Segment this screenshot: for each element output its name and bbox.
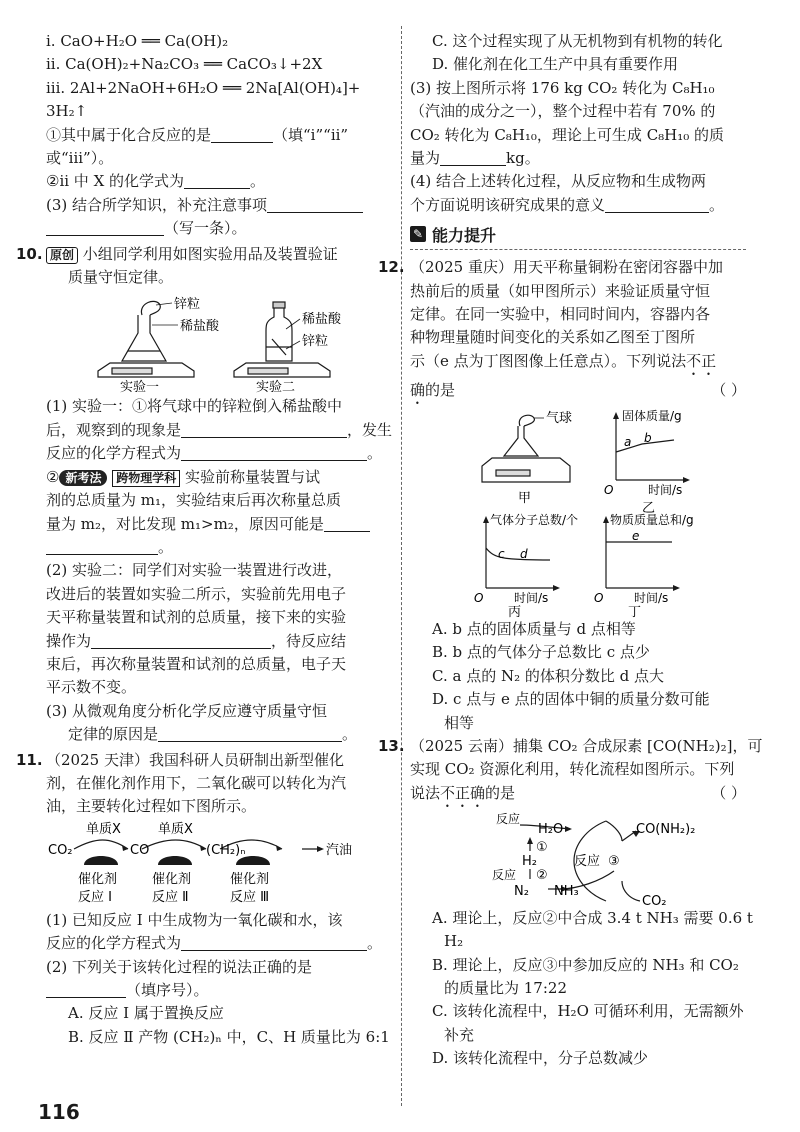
q11-option-d: D. 催化剂在化工生产中具有重要作用 (432, 55, 679, 74)
ding-origin: O (594, 590, 604, 605)
answer-blank[interactable] (181, 445, 367, 461)
label-circle-2: ② (536, 867, 548, 883)
q12-option-c: C. a 点的 N₂ 的体积分数比 d 点大 (432, 666, 665, 685)
label-reaction-mid: 反应 (574, 853, 601, 869)
q11-p2b: （填序号）。 (46, 979, 394, 1002)
q9-sub3: (3) 结合所学知识，补充注意事项 (46, 194, 394, 217)
answer-blank[interactable] (211, 127, 273, 143)
label-reaction-3: 反应 Ⅲ (230, 889, 270, 905)
section-header (410, 219, 746, 250)
column-divider (401, 26, 402, 1106)
q11-figure (46, 819, 394, 909)
q11-option-c: C. 这个过程实现了从无机物到有机物的转化 (432, 32, 723, 50)
q11-option-a: A. 反应 Ⅰ 属于置换反应 (68, 1004, 224, 1023)
q13-option-c: C. 该转化流程中，H₂O 可循环利用，无需额外 (432, 1002, 744, 1021)
q11-p4b: 个方面说明该研究成果的意义 。 (410, 195, 725, 214)
q11-p1a: (1) 已知反应 Ⅰ 中生成物为一氧化碳和水，该 (46, 910, 343, 929)
q10-p3f: 平示数不变。 (46, 678, 137, 697)
bing-point-d: d (520, 546, 528, 561)
q10-p1b: 后，观察到的现象是 ，发生 (46, 420, 393, 439)
q11-stem3: 油，主要转化过程如下图所示。 (46, 797, 257, 816)
q12-stem: 12. （2025 重庆）用天平称量铜粉在密闭容器中加 (378, 258, 723, 277)
q13-option-a-cont: H₂ (444, 932, 464, 951)
q12-stem5: 示（e 点为丁图图像上任意点）。下列说法不正 (410, 351, 717, 370)
q10-stem-cont: 质量守恒定律。 (68, 268, 174, 287)
label-element-x-1: 单质X (86, 821, 121, 837)
yi-xlabel: 时间/s (648, 482, 683, 497)
q12-figure (410, 408, 746, 618)
q10-p4b: 定律的原因是 。 (68, 725, 358, 744)
yi-point-a: a (624, 434, 632, 449)
label-zinc-1: 锌粒 (174, 297, 201, 313)
label-gasoline: 汽油 (326, 842, 353, 858)
answer-blank[interactable] (267, 197, 363, 213)
q9-sub2: ②ii 中 X 的化学式为 。 (46, 172, 266, 191)
q12-stem4: 种物理量随时间变化的关系如乙图至丁图所 (410, 328, 696, 347)
label-reaction-1: 反应 (496, 811, 521, 826)
answer-blank[interactable] (46, 220, 164, 236)
label-reaction-2: 反应 (492, 867, 517, 882)
label-catalyst-1: 催化剂 (78, 871, 118, 887)
bing-point-c: c (498, 546, 505, 561)
q13-option-c-cont: 补充 (444, 1025, 475, 1044)
answer-paren[interactable]: （ ） (711, 380, 746, 399)
label-urea: CO(NH₂)₂ (636, 821, 696, 837)
q12-stem2: 热前后的质量（如甲图所示）来验证质量守恒 (410, 281, 711, 300)
left-column (16, 30, 394, 1049)
answer-blank[interactable] (605, 197, 709, 213)
answer-blank[interactable] (184, 173, 250, 189)
label-acid-2: 稀盐酸 (302, 312, 342, 328)
q10-p3e: 束后，再次称量装置和试剂的总质量，电子天 (46, 654, 347, 673)
equation-iii-cont: 3H₂↑ (46, 102, 88, 121)
pencil-icon: ✎ (410, 226, 426, 242)
q11-stem2: 剂，在催化剂作用下，二氧化碳可以转化为汽 (46, 773, 347, 792)
q12-stem6: 确的是 （ ） (410, 379, 746, 408)
caption-bing: 丙 (508, 604, 522, 618)
q10-p3b: 改进后的装置如实验二所示，实验前先用电子 (46, 584, 347, 603)
answer-blank[interactable] (46, 539, 158, 555)
q9-sub3-cont: （写一条）。 (46, 217, 394, 240)
label-h2: H₂ (522, 853, 537, 869)
label-n2: N₂ (514, 883, 529, 899)
q10-p3c: 天平称量装置和试剂的总质量，接下来的实验 (46, 608, 347, 627)
q10-p2c: 量为 m₂，对比发现 m₁>m₂，原因可能是 (46, 513, 394, 536)
yi-ylabel: 固体质量/g (622, 408, 682, 423)
answer-blank[interactable] (46, 982, 126, 998)
label-circle-3: ③ (608, 853, 620, 869)
label-balloon: 气球 (546, 410, 573, 426)
label-zinc-2: 锌粒 (302, 334, 329, 350)
q10-figure (46, 289, 394, 395)
answer-blank[interactable] (158, 726, 342, 742)
q11-p2a: (2) 下列关于该转化过程的说法正确的是 (46, 957, 313, 976)
caption-ding: 丁 (628, 604, 642, 618)
original-tag: 原创 (46, 247, 78, 264)
caption-jia: 甲 (518, 490, 532, 506)
page-number: 116 (38, 1100, 80, 1124)
answer-blank[interactable] (440, 150, 506, 166)
bing-ylabel: 气体分子总数/个 (490, 512, 579, 527)
yi-point-b: b (644, 430, 652, 445)
q11-p3b: （汽油的成分之一），整个过程中若有 70% 的 (410, 102, 716, 121)
new-method-tag: 新考法 (59, 470, 107, 486)
q11-stem: 11. （2025 天津）我国科研人员研制出新型催化 (16, 750, 344, 769)
q10-p3a: (2) 实验二：同学们对实验一装置进行改进， (46, 561, 343, 580)
q9-sub1-cont: 或“iii”）。 (46, 149, 114, 168)
q12-option-d: D. c 点与 e 点的固体中铜的质量分数可能 (432, 690, 710, 709)
q10-p4a: (3) 从微观角度分析化学反应遵守质量守恒 (46, 701, 328, 720)
q11-p3a: (3) 按上图所示将 176 kg CO₂ 转化为 C₈H₁₀ (410, 78, 715, 97)
label-ch2n: (CH₂)ₙ (206, 842, 246, 858)
q10-p1a: (1) 实验一：①将气球中的锌粒倒入稀盐酸中 (46, 397, 343, 416)
q10-p3d: 操作为 ，待反应结 (46, 631, 347, 650)
q13-figure (410, 811, 746, 907)
answer-paren[interactable]: （ ） (711, 783, 746, 802)
label-h2o: H₂O (538, 821, 564, 837)
label-co2: CO₂ (642, 893, 667, 907)
caption-exp2: 实验二 (256, 380, 296, 396)
q11-p4a: (4) 结合上述转化过程，从反应物和生成物两 (410, 172, 707, 191)
bing-xlabel: 时间/s (514, 590, 549, 605)
q13-stem2: 实现 CO₂ 资源化利用，转化流程如图所示。下列 (410, 760, 735, 779)
q10-p2d: 。 (46, 536, 394, 559)
answer-blank[interactable] (181, 935, 367, 951)
answer-blank[interactable] (324, 516, 370, 532)
label-catalyst-2: 催化剂 (152, 871, 192, 887)
q13-stem: 13. （2025 云南）捕集 CO₂ 合成尿素 [CO(NH₂)₂]，可 (378, 736, 763, 755)
label-nh3: NH₃ (554, 883, 579, 899)
q13-option-d: D. 该转化流程中，分子总数减少 (432, 1049, 649, 1068)
ding-xlabel: 时间/s (634, 590, 669, 605)
cross-subject-tag: 跨物理学科 (112, 470, 180, 487)
label-acid-1: 稀盐酸 (180, 319, 220, 335)
q13-option-b-cont: 的质量比为 17:22 (444, 978, 567, 997)
answer-blank[interactable] (91, 633, 271, 649)
bing-origin: O (474, 590, 484, 605)
ding-point-e: e (632, 528, 640, 543)
q13-option-a: A. 理论上，反应②中合成 3.4 t NH₃ 需要 0.6 t (432, 908, 753, 927)
q10-stem: 10. 原创 小组同学利用如图实验用品及装置验证 (16, 244, 338, 263)
q12-option-d-cont: 相等 (444, 713, 475, 732)
q10-p1c: 反应的化学方程式为 。 (46, 444, 383, 463)
label-element-x-2: 单质X (158, 821, 193, 837)
q11-p3d: 量为 kg。 (410, 149, 540, 168)
q9-sub1: ①其中属于化合反应的是 （填“i”“ii” (46, 125, 349, 144)
q12-stem3: 定律。在同一实验中，相同时间内，容器内各 (410, 305, 711, 324)
label-circle-1: ① (536, 839, 548, 855)
yi-origin: O (604, 482, 614, 497)
caption-yi: 乙 (642, 500, 656, 516)
equation-i: i. CaO+H₂O ══ Ca(OH)₂ (46, 32, 229, 50)
q11-option-b: B. 反应 Ⅱ 产物 (CH₂)ₙ 中，C、H 质量比为 6:1 (68, 1027, 390, 1046)
equation-iii: iii. 2Al+2NaOH+6H₂O ══ 2Na[Al(OH)₄]+ (46, 78, 361, 97)
q12-option-a: A. b 点的固体质量与 d 点相等 (432, 619, 636, 638)
q11-p1b: 反应的化学方程式为 。 (46, 934, 383, 953)
equation-ii: ii. Ca(OH)₂+Na₂CO₃ ══ CaCO₃↓+2X (46, 55, 323, 74)
caption-exp1: 实验一 (120, 380, 160, 396)
label-co2: CO₂ (48, 842, 73, 858)
label-reaction-2: 反应 Ⅱ (152, 889, 189, 905)
q10-p2b: 剂的总质量为 m₁，实验结束后再次称量总质 (46, 491, 342, 510)
q10-p2a: ② 新考法 跨物理学科 实验前称量装置与试 (46, 467, 321, 486)
ding-ylabel: 物质质量总和/g (610, 512, 694, 527)
q12-option-b: B. b 点的气体分子总数比 c 点少 (432, 643, 650, 662)
section-title: 能力提升 (432, 225, 497, 245)
label-co: CO (130, 842, 150, 858)
q13-stem3: 说法不正确的是 （ ） (410, 782, 746, 811)
label-catalyst-3: 催化剂 (230, 871, 270, 887)
q13-option-b: B. 理论上，反应③中参加反应的 NH₃ 和 CO₂ (432, 955, 739, 974)
answer-blank[interactable] (181, 422, 347, 438)
label-reaction-1: 反应 Ⅰ (78, 889, 112, 905)
right-column (378, 30, 763, 1071)
q11-p3c: CO₂ 转化为 C₈H₁₀，理论上可生成 C₈H₁₀ 的质 (410, 125, 725, 144)
